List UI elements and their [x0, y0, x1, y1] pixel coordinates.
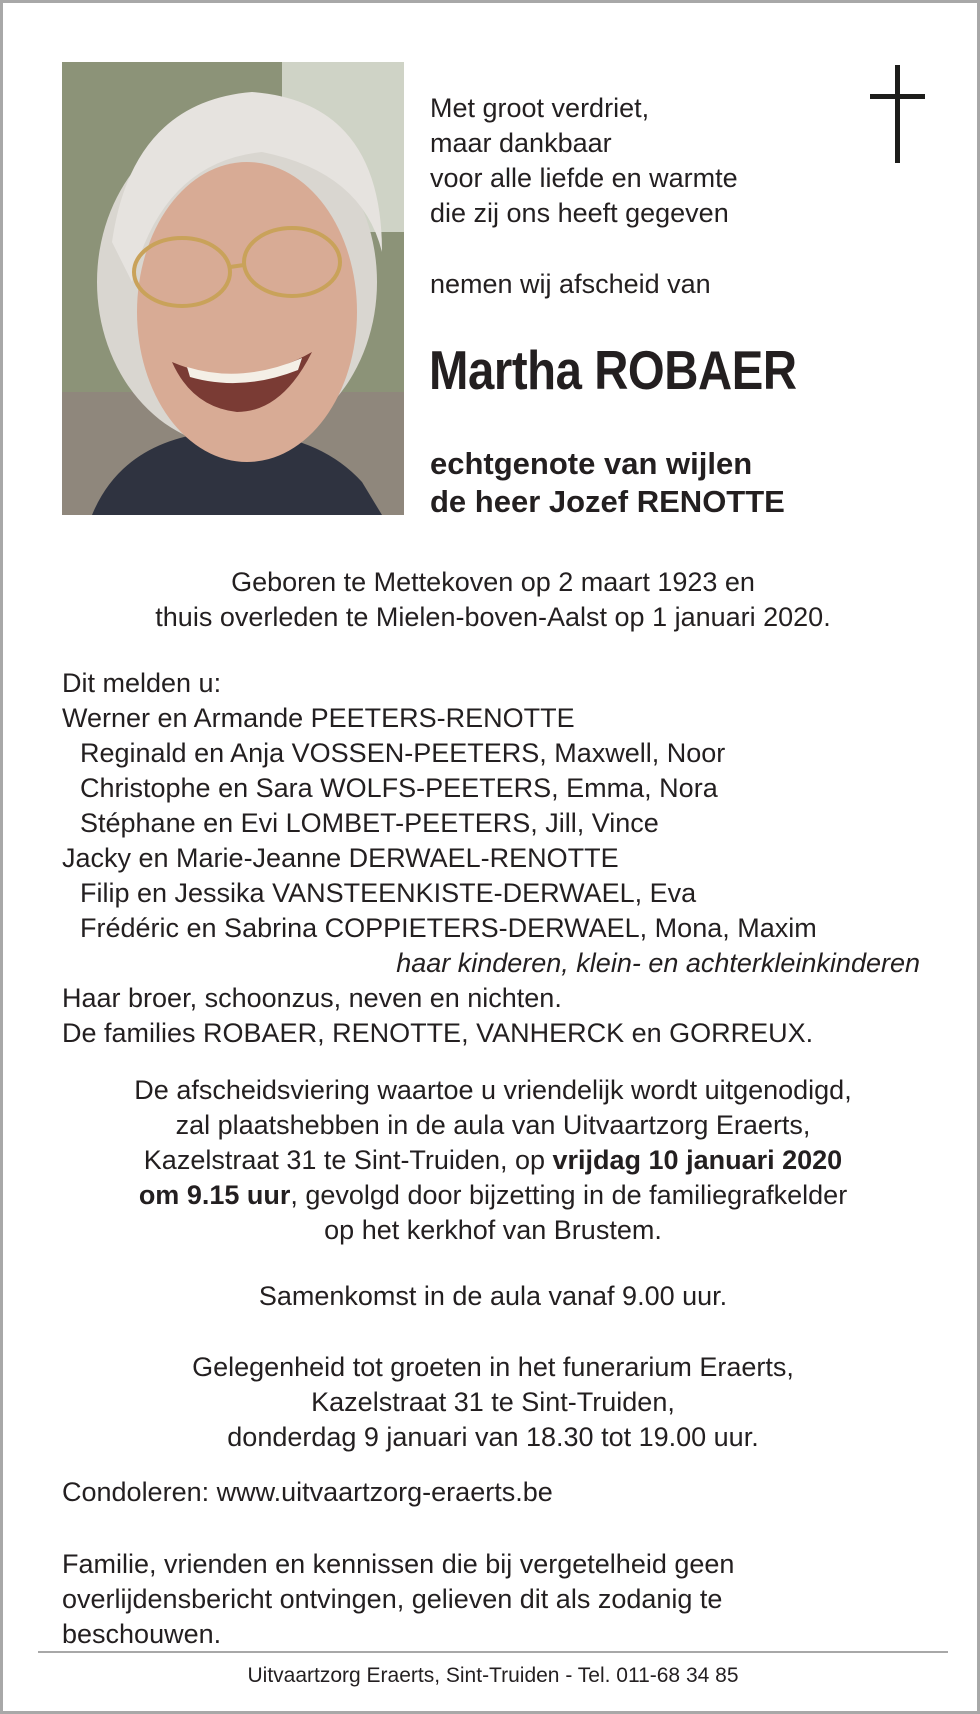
portrait-illustration [62, 62, 404, 515]
notice-line: beschouwen. [62, 1619, 222, 1649]
family-line: Filip en Jessika VANSTEENKISTE-DERWAEL, Eva [80, 878, 697, 908]
intro-text [430, 91, 850, 231]
family-line: Werner en Armande PEETERS-RENOTTE [62, 703, 575, 733]
intro-line: Met groot verdriet, [430, 93, 650, 123]
family-line: Stéphane en Evi LOMBET-PEETERS, Jill, Vince [80, 808, 659, 838]
notice-text [62, 1547, 942, 1652]
spouse-text [430, 445, 785, 521]
family-line: Frédéric en Sabrina COPPIETERS-DERWAEL, Mona, Maxim [80, 913, 817, 943]
intro-line: voor alle liefde en warmte [430, 163, 738, 193]
visitation-info [43, 1350, 943, 1455]
footer-divider [38, 1651, 948, 1653]
ceremony-line: op het kerkhof van Brustem. [324, 1215, 662, 1245]
family-line: Reginald en Anja VOSSEN-PEETERS, Maxwell, Noor [80, 738, 726, 768]
visitation-line: donderdag 9 januari van 18.30 tot 19.00 uur. [227, 1422, 759, 1452]
farewell-line: nemen wij afscheid van [430, 269, 711, 299]
intro-line: die zij ons heeft gegeven [430, 198, 729, 228]
family-announcement [62, 666, 942, 1051]
ceremony-line: zal plaatshebben in de aula van Uitvaartzorg Eraerts, [175, 1110, 811, 1140]
died-line: thuis overleden te Mielen-boven-Aalst op 1 januari 2020. [155, 602, 831, 632]
born-line: Geboren te Mettekoven op 2 maart 1923 en [231, 567, 755, 597]
deceased-name: Martha ROBAER [429, 339, 797, 401]
others-line: Haar broer, schoonzus, neven en nichten. [62, 983, 562, 1013]
birth-death-info [43, 565, 943, 635]
family-line: Christophe en Sara WOLFS-PEETERS, Emma, Nora [80, 773, 718, 803]
others-line: De families ROBAER, RENOTTE, VANHERCK en GORREUX. [62, 1018, 814, 1048]
visitation-line: Gelegenheid tot groeten in het funerarium Eraerts, [192, 1352, 794, 1382]
condolences-link[interactable]: Condoleren: www.uitvaartzorg-eraerts.be [62, 1477, 553, 1507]
ceremony-line [43, 1178, 943, 1213]
visitation-line: Kazelstraat 31 te Sint-Truiden, [311, 1387, 675, 1417]
family-line: Jacky en Marie-Jeanne DERWAEL-RENOTTE [62, 843, 619, 873]
ceremony-time: om 9.15 uur [138, 1180, 291, 1210]
announce-heading: Dit melden u: [62, 668, 222, 698]
notice-line: overlijdensbericht ontvingen, gelieven dit als zodanig te [62, 1584, 723, 1614]
portrait-photo [62, 62, 404, 515]
ceremony-line: De afscheidsviering waartoe u vriendelijk wordt uitgenodigd, [134, 1075, 852, 1105]
ceremony-info [43, 1073, 943, 1248]
cross-icon [866, 65, 926, 163]
spouse-line: echtgenote van wijlen [430, 446, 753, 481]
gathering-info: Samenkomst in de aula vanaf 9.00 uur. [258, 1281, 728, 1311]
relation-line: haar kinderen, klein- en achterkleinkinderen [396, 948, 920, 978]
footer-contact: Uitvaartzorg Eraerts, Sint-Truiden - Tel. 011-68 34 85 [247, 1664, 739, 1687]
ceremony-line [43, 1143, 943, 1178]
ceremony-location: Kazelstraat 31 te Sint-Truiden, op [143, 1145, 553, 1175]
spouse-line: de heer Jozef RENOTTE [430, 484, 785, 519]
notice-line: Familie, vrienden en kennissen die bij vergetelheid geen [62, 1549, 735, 1579]
ceremony-date: vrijdag 10 januari 2020 [552, 1145, 843, 1175]
intro-line: maar dankbaar [430, 128, 612, 158]
ceremony-burial: , gevolgd door bijzetting in de familiegrafkelder [290, 1180, 848, 1210]
